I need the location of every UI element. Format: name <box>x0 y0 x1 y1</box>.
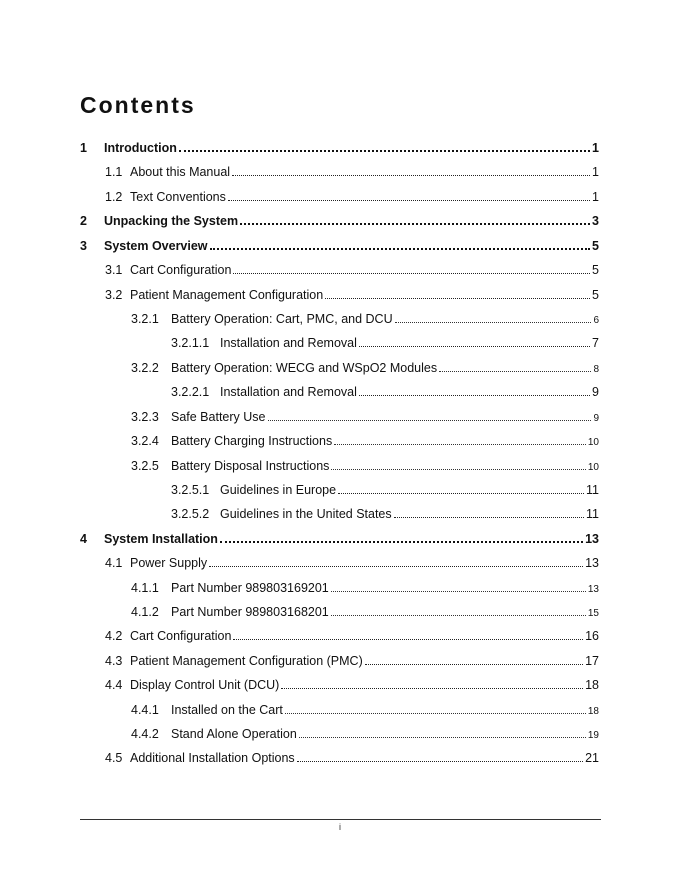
toc-leader <box>359 346 590 347</box>
toc-entry-page: 17 <box>585 654 599 668</box>
toc-entry-page: 19 <box>587 730 599 741</box>
toc-entry-title: Installation and Removal <box>220 385 357 399</box>
toc-entry-page: 7 <box>592 336 599 350</box>
toc-entry-number: 3.2.5 <box>131 459 159 473</box>
toc-entry-page: 18 <box>585 678 599 692</box>
toc-entry[interactable] <box>80 137 599 155</box>
toc-leader <box>220 541 583 543</box>
toc-entry-number: 4.1.2 <box>131 605 159 619</box>
toc-entry-title: Battery Disposal Instructions <box>171 459 330 473</box>
toc-entry-page: 11 <box>586 483 599 497</box>
toc-entry-number: 4.3 <box>105 654 123 668</box>
page-title: Contents <box>80 92 196 118</box>
toc-leader <box>268 420 592 421</box>
toc-entry-title: Guidelines in Europe <box>220 483 337 497</box>
toc-entry-title: Additional Installation Options <box>130 751 295 765</box>
toc-entry-title: Cart Configuration <box>130 263 232 277</box>
toc-entry-title: Display Control Unit (DCU) <box>130 678 280 692</box>
toc-entry-title: Installation and Removal <box>220 336 357 350</box>
toc-entry-title: Patient Management Configuration <box>130 288 324 302</box>
toc-entry-title: Battery Operation: Cart, PMC, and DCU <box>171 312 393 326</box>
toc-entry-title: Battery Charging Instructions <box>171 434 333 448</box>
toc-entry-number: 3.2.2 <box>131 361 159 375</box>
toc-entry-number: 3.1 <box>105 263 123 277</box>
toc-entry-number: 3.2.5.1 <box>171 483 210 497</box>
toc-entry-number: 3.2.3 <box>131 410 159 424</box>
toc-entry-page: 11 <box>586 507 599 521</box>
toc-entry-page: 9 <box>593 413 599 424</box>
toc-leader <box>209 566 583 567</box>
toc-entry-number: 3.2 <box>105 288 123 302</box>
toc-entry[interactable] <box>131 699 599 717</box>
toc-leader <box>233 639 583 640</box>
toc-leader <box>331 469 585 470</box>
toc-entry-title: Unpacking the System <box>104 214 239 228</box>
toc-entry-number: 4 <box>80 532 87 546</box>
toc-entry-page: 13 <box>585 532 599 546</box>
toc-entry-page: 6 <box>593 315 599 326</box>
toc-entry[interactable] <box>105 186 599 204</box>
toc-entry-title: System Overview <box>104 239 208 253</box>
toc-entry-page: 5 <box>592 288 599 302</box>
toc-entry[interactable] <box>105 259 599 277</box>
toc-entry-page: 10 <box>587 462 599 473</box>
toc-entry-number: 3.2.1 <box>131 312 159 326</box>
toc-entry-number: 3.2.1.1 <box>171 336 210 350</box>
toc-leader <box>228 200 590 201</box>
toc-entry-title: Battery Operation: WECG and WSpO2 Modules <box>171 361 438 375</box>
toc-entry[interactable] <box>171 381 599 399</box>
toc-leader <box>297 761 583 762</box>
toc-entry[interactable] <box>131 430 599 448</box>
toc-entry-title: Power Supply <box>130 556 208 570</box>
toc-entry-title: Introduction <box>104 141 177 155</box>
toc-leader <box>394 517 584 518</box>
toc-entry[interactable] <box>171 332 599 350</box>
footer-page-number: i <box>339 822 341 832</box>
toc-leader <box>285 713 586 714</box>
toc-entry-number: 1 <box>80 141 87 155</box>
toc-entry-page: 18 <box>587 706 599 717</box>
toc-entry[interactable] <box>105 161 599 179</box>
toc-entry-page: 5 <box>592 263 599 277</box>
toc-leader <box>179 150 590 152</box>
toc-leader <box>395 322 592 323</box>
toc-entry[interactable] <box>171 479 599 497</box>
toc-leader <box>331 591 586 592</box>
toc-entry-page: 9 <box>592 385 599 399</box>
toc-entry-page: 1 <box>592 141 599 155</box>
toc-leader <box>232 175 590 176</box>
toc-entry-title: Text Conventions <box>130 190 226 204</box>
toc-entry[interactable] <box>105 747 599 765</box>
toc-leader <box>325 298 590 299</box>
toc-entry-number: 4.2 <box>105 629 123 643</box>
toc-entry-title: Cart Configuration <box>130 629 232 643</box>
toc-entry[interactable] <box>131 723 599 741</box>
toc-entry-page: 13 <box>585 556 599 570</box>
toc-entry-title: Stand Alone Operation <box>171 727 297 741</box>
toc-entry[interactable] <box>80 528 599 546</box>
toc-entry-title: Installed on the Cart <box>171 703 283 717</box>
toc-leader <box>281 688 583 689</box>
toc-entry-number: 4.5 <box>105 751 123 765</box>
toc-entry-number: 4.4.1 <box>131 703 159 717</box>
toc-entry-number: 2 <box>80 214 87 228</box>
toc-entry[interactable] <box>105 552 599 570</box>
toc-entry-page: 3 <box>592 214 599 228</box>
toc-entry-number: 3.2.4 <box>131 434 159 448</box>
toc-entry[interactable] <box>105 674 599 692</box>
toc-entry-number: 3.2.5.2 <box>171 507 210 521</box>
toc-entry[interactable] <box>80 210 599 228</box>
toc-entry-page: 8 <box>593 364 599 375</box>
toc-entry-page: 13 <box>587 584 599 595</box>
toc-entry[interactable] <box>131 577 599 595</box>
toc-entry-title: Part Number 989803168201 <box>171 605 329 619</box>
toc-entry-page: 1 <box>592 165 599 179</box>
toc-entry-number: 4.4.2 <box>131 727 159 741</box>
toc-entry-page: 16 <box>585 629 599 643</box>
footer-divider <box>80 819 601 820</box>
toc-entry-number: 4.1.1 <box>131 581 159 595</box>
toc-entry[interactable] <box>131 406 599 424</box>
toc-leader <box>365 664 583 665</box>
toc-leader <box>338 493 584 494</box>
toc-entry-title: Part Number 989803169201 <box>171 581 329 595</box>
toc-entry[interactable] <box>131 308 599 326</box>
toc-entry[interactable] <box>131 601 599 619</box>
toc-entry-number: 4.4 <box>105 678 123 692</box>
toc-entry-page: 21 <box>585 751 599 765</box>
toc-leader <box>439 371 591 372</box>
toc-entry[interactable] <box>105 625 599 643</box>
toc-entry-page: 10 <box>587 437 599 448</box>
toc-leader <box>334 444 586 445</box>
toc-entry-title: Guidelines in the United States <box>220 507 392 521</box>
toc-leader <box>210 248 591 250</box>
toc-entry-title: System Installation <box>104 532 218 546</box>
toc-leader <box>359 395 590 396</box>
toc-entry[interactable] <box>131 455 599 473</box>
toc-entry-page: 5 <box>592 239 599 253</box>
toc-entry[interactable] <box>171 503 599 521</box>
toc-entry[interactable] <box>80 235 599 253</box>
toc-entry[interactable] <box>105 284 599 302</box>
toc-entry-title: Safe Battery Use <box>171 410 266 424</box>
toc-leader <box>299 737 586 738</box>
toc-entry[interactable] <box>105 650 599 668</box>
toc-entry-number: 4.1 <box>105 556 123 570</box>
toc-leader <box>233 273 590 274</box>
toc-leader <box>240 223 590 225</box>
toc-entry-page: 15 <box>587 608 599 619</box>
toc-leader <box>331 615 586 616</box>
toc-entry-number: 3 <box>80 239 87 253</box>
toc-entry-number: 1.2 <box>105 190 123 204</box>
toc-entry-number: 3.2.2.1 <box>171 385 210 399</box>
toc-entry-page: 1 <box>592 190 599 204</box>
toc-entry-title: About this Manual <box>130 165 231 179</box>
toc-entry-number: 1.1 <box>105 165 123 179</box>
toc-entry-title: Patient Management Configuration (PMC) <box>130 654 363 668</box>
toc-entry[interactable] <box>131 357 599 375</box>
